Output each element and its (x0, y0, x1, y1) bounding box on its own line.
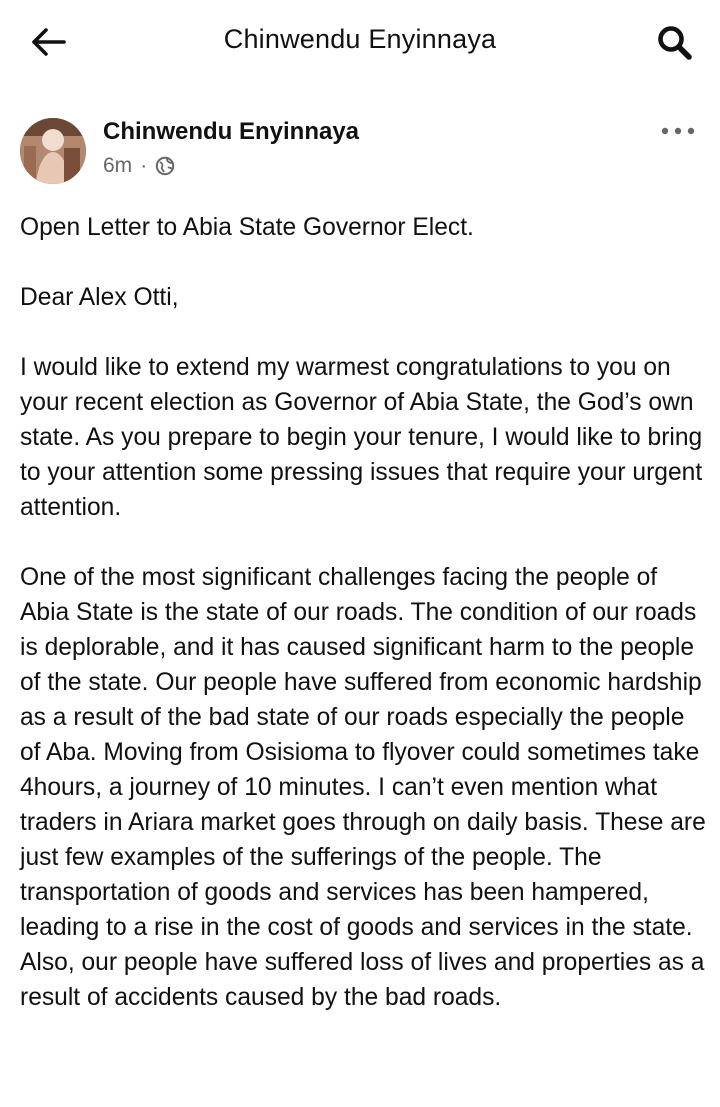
search-icon (656, 24, 694, 62)
top-bar (0, 0, 720, 88)
more-options-button[interactable] (658, 118, 698, 144)
post-paragraph: I would like to extend my warmest congratulations to you on your recent election as Governor of Abia State, the God’s own state. As you prepare to begin your tenure, I would like to bring to your attention some pressing issues that require your urgent attention. (20, 354, 703, 521)
post-header (20, 118, 700, 188)
post-body (20, 210, 710, 1015)
avatar[interactable] (20, 118, 86, 184)
post-timestamp[interactable]: 6m (103, 154, 133, 177)
globe-icon (155, 156, 175, 176)
post-paragraph: One of the most significant challenges facing the people of Abia State is the state of our roads. The condition of our roads is deplorable, and it has caused significant harm to the people of the state. Our people have suffered from economic hardship as a result of the bad state of our roads especially the people of Aba. Moving from Osisioma to flyover could sometimes take 4hours, a journey of 10 minutes. I can’t even mention what traders in Ariara market goes through on daily basis. These are just few examples of the sufferings of the people. The transportation of goods and services has been hampered, leading to a rise in the cost of goods and services in the state. Also, our people have suffered loss of lives and properties as a result of accidents caused by the bad roads. (20, 564, 706, 1011)
avatar-image (20, 118, 86, 184)
meta-separator: · (140, 154, 148, 177)
page-title: Chinwendu Enyinnaya (223, 24, 497, 54)
post-paragraph-title: Open Letter to Abia State Governor Elect. (20, 214, 474, 241)
more-horizontal-icon (661, 127, 695, 135)
author-name[interactable]: Chinwendu Enyinnaya (103, 118, 360, 145)
post-paragraph-salutation: Dear Alex Otti, (20, 284, 179, 311)
post-meta (103, 154, 175, 178)
search-button[interactable] (652, 20, 698, 66)
